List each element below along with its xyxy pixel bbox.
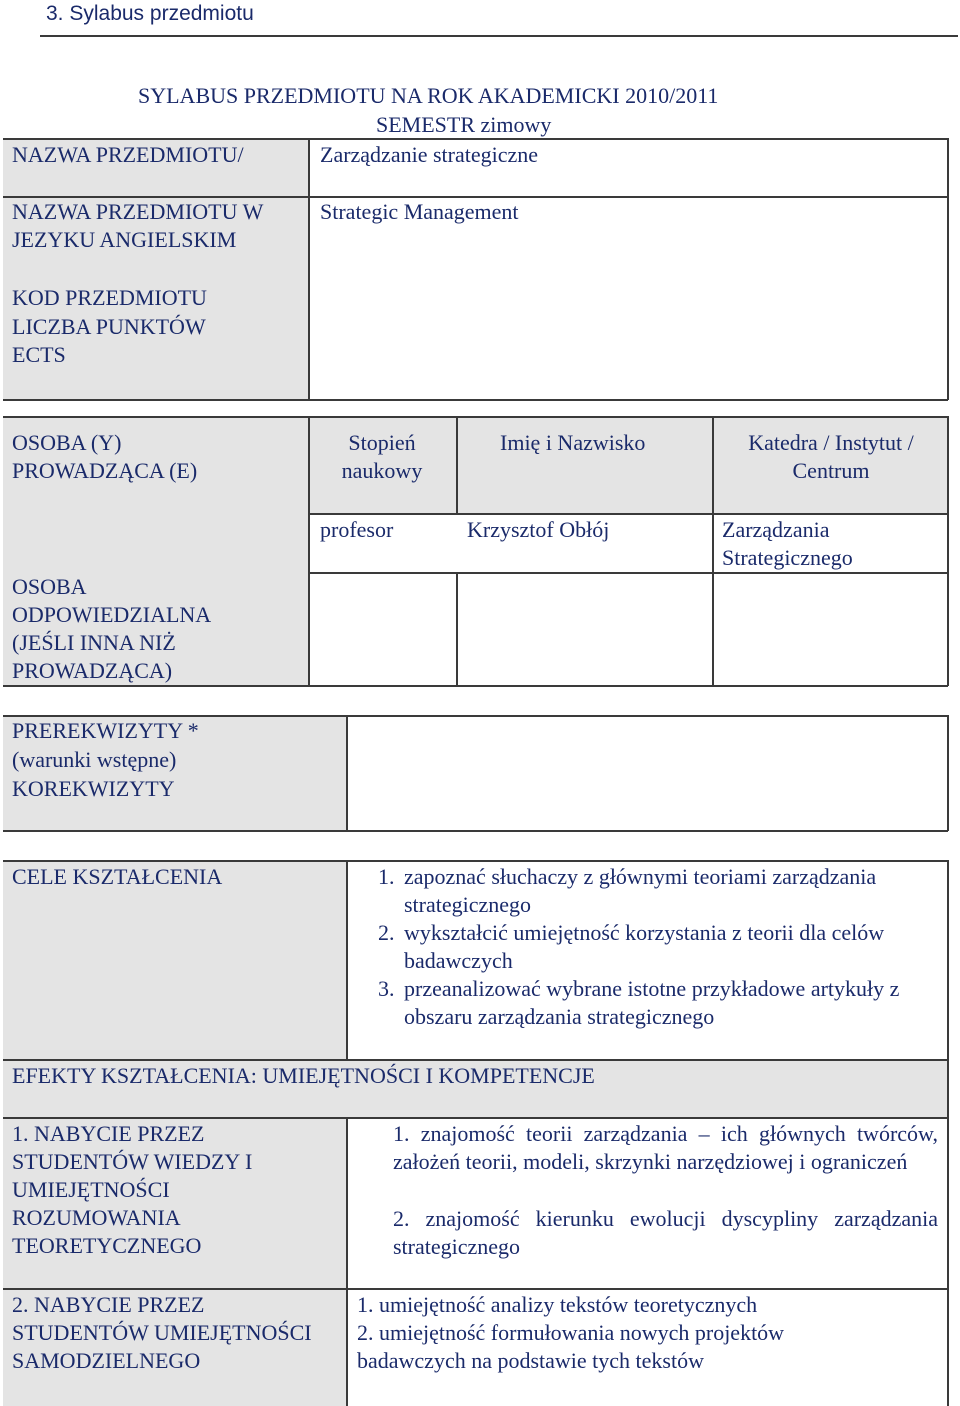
- unit-value: Zarządzania Strategicznego: [722, 517, 853, 570]
- effects-heading: EFEKTY KSZTAŁCENIA: UMIEJĘTNOŚCI I KOMPETENCJE: [12, 1063, 595, 1088]
- goals-list-container: [360, 863, 920, 1031]
- degree-value: profesor: [320, 517, 394, 542]
- course-name-en-label: NAZWA PRZEDMIOTU W JEZYKU ANGIELSKIM: [12, 199, 263, 252]
- name-value: Krzysztof Obłój: [467, 517, 610, 542]
- effects-row1-item-1: 1. znajomość teorii zarządzania – ich głównych twórców, założeń teorii, modeli, skrzynki narzędziowej i ograniczeń: [393, 1121, 938, 1174]
- goals-label: CELE KSZTAŁCENIA: [12, 864, 223, 889]
- course-code-label: KOD PRZEDMIOTU: [12, 285, 207, 310]
- course-name-label: NAZWA PRZEDMIOTU/: [12, 142, 244, 167]
- prereq-sublabel: (warunki wstępne): [12, 747, 177, 772]
- effects-row2-label: 2. NABYCIE PRZEZ STUDENTÓW UMIEJĘTNOŚCI SAMODZIELNEGO: [12, 1292, 312, 1373]
- teacher-label: OSOBA (Y) PROWADZĄCA (E): [12, 430, 198, 483]
- effects-row2-item-2: 2. umiejętność formułowania nowych projektów badawczych na podstawie tych tekstów: [357, 1320, 785, 1373]
- goal-item: 1. zapoznać słuchaczy z głównymi teoriami zarządzania strategicznego: [400, 863, 920, 919]
- goal-item: 3. przeanalizować wybrane istotne przykładowe artykuły z obszaru zarządzania strategicznego: [400, 975, 920, 1031]
- coreq-label: KOREKWIZYTY: [12, 776, 175, 801]
- heading-rule: [40, 35, 958, 37]
- course-name-value: Zarządzanie strategiczne: [320, 142, 539, 167]
- semester-title: SEMESTR zimowy: [376, 112, 552, 137]
- responsible-label: OSOBA ODPOWIEDZIALNA (JEŚLI INNA NIŻ PROWADZĄCA): [12, 574, 210, 683]
- course-name-en-value: Strategic Management: [320, 199, 519, 224]
- prereq-label: PREREKWIZYTY *: [12, 718, 199, 743]
- syllabus-title: SYLABUS PRZEDMIOTU NA ROK AKADEMICKI 2010/2011: [138, 83, 719, 108]
- ects-label: LICZBA PUNKTÓW ECTS: [12, 314, 206, 367]
- effects-row2-item-1: 1. umiejętność analizy tekstów teoretycznych: [357, 1292, 758, 1317]
- goal-item: 2. wykształcić umiejętność korzystania z teorii dla celów badawczych: [400, 919, 920, 975]
- unit-header: Katedra / Instytut / Centrum: [748, 430, 914, 483]
- name-header: Imię i Nazwisko: [500, 430, 646, 455]
- effects-row1-label: 1. NABYCIE PRZEZ STUDENTÓW WIEDZY I UMIEJĘTNOŚCI ROZUMOWANIA TEORETYCZNEGO: [12, 1121, 253, 1258]
- effects-row1-item-2: 2. znajomość kierunku ewolucji dyscypliny zarządzania strategicznego: [393, 1206, 938, 1259]
- goals-list: [360, 863, 920, 1031]
- section-heading: 3. Sylabus przedmiotu: [46, 2, 254, 25]
- degree-header: Stopień naukowy: [341, 430, 423, 483]
